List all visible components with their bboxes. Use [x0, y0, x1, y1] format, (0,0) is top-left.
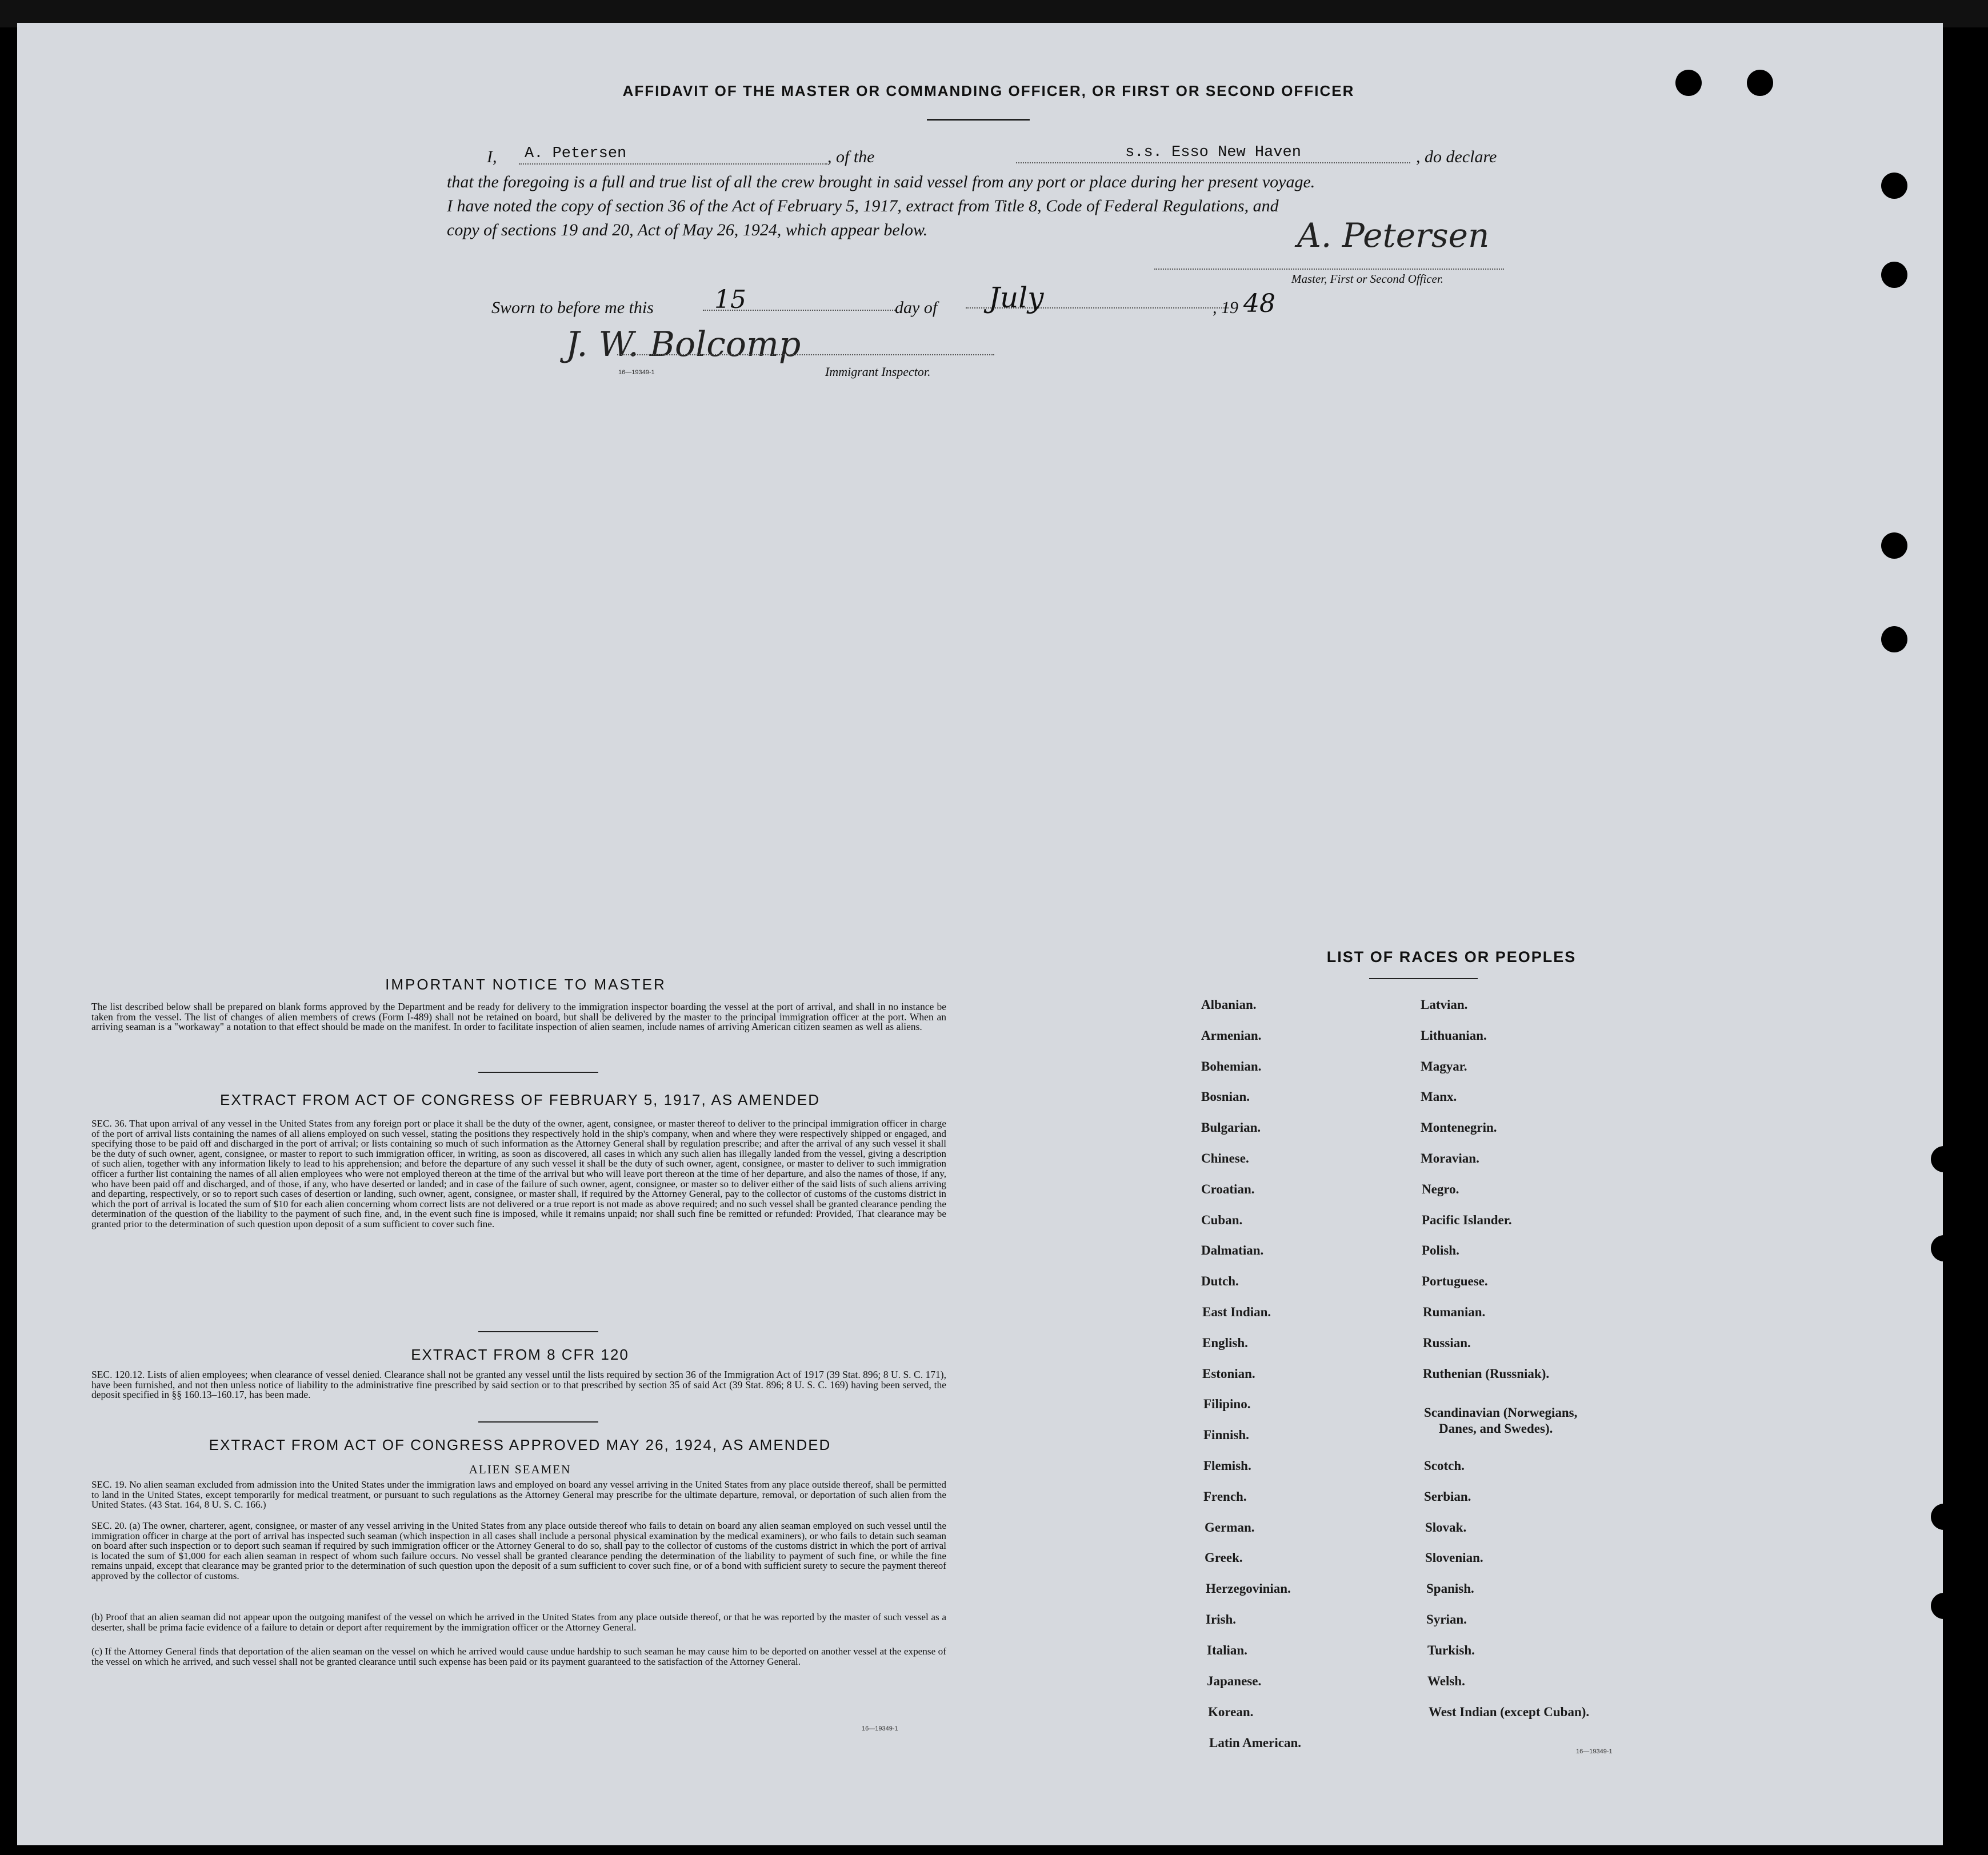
race-item: Slovenian.: [1425, 1550, 1483, 1565]
race-item: Latvian.: [1421, 997, 1468, 1012]
of-the-label: , of the: [827, 147, 875, 166]
notice-divider: [478, 1072, 598, 1073]
race-item: Bulgarian.: [1201, 1120, 1261, 1135]
notice-title: IMPORTANT NOTICE TO MASTER: [385, 976, 666, 993]
extract-1924-para-4: (c) If the Attorney General finds that deportation of the alien seaman on the vessel on which he arrived would cause undue hardship to such seaman he may cause him to be deported on another vessel at the expense of the vessel on which he arrived, and such vessel shall not be granted clearance until such expense has been paid or its payment guaranteed to the satisfaction of the Attorney General.: [91, 1646, 946, 1667]
race-item: Herzegovinian.: [1206, 1581, 1291, 1596]
sworn-month-field[interactable]: July: [966, 288, 1229, 309]
extract-1917-title: EXTRACT FROM ACT OF CONGRESS OF FEBRUARY 5, 1917, AS AMENDED: [220, 1091, 820, 1108]
declaration-line-1: [467, 144, 1530, 170]
affidavit-title: AFFIDAVIT OF THE MASTER OR COMMANDING OFFICER, OR FIRST OR SECOND OFFICER: [622, 82, 1355, 99]
race-item: Negro.: [1422, 1182, 1459, 1196]
race-item: English.: [1202, 1336, 1248, 1350]
i-label: I,: [487, 147, 497, 166]
race-item: Moravian.: [1421, 1151, 1479, 1165]
punch-hole: [1931, 1593, 1957, 1619]
races-form-number: 16—19349-1: [1576, 1748, 1613, 1755]
race-item: Magyar.: [1421, 1059, 1467, 1073]
extract-cfr-text: SEC. 120.12. Lists of alien employees; when clearance of vessel denied. Clearance shall not be granted any vessel until the lists required by section 36 of the Immigration Act of 1917 (39 Stat. 896; 8 U. S. C. 171), have been furnished, and not then unless notice of liability to the administrative fine prescribed by said section or to that prescribed by section 35 of said Act (39 Stat. 896; 8 U. S. C. 169) having been served, the deposit specified in §§ 160.13–160.17, has been made.: [91, 1369, 946, 1400]
race-item: Armenian.: [1201, 1028, 1262, 1043]
inspector-signature: J. W. Bolcomp: [566, 324, 801, 364]
punch-hole: [1881, 626, 1907, 652]
race-item: Welsh.: [1427, 1674, 1465, 1688]
notice-text: The list described below shall be prepared on blank forms approved by the Department and be ready for delivery to the immigration inspector boarding the vessel at the port of arrival, and shall in no instance be taken from the vessel. The list of changes of alien members of crews (Form I-489) shall not be retained on board, but shall be delivered by the master to the principal immigration officer at the port. When an arriving seaman is a "workaway" a notation to that effect should be made on the manifest. In order to facilitate inspection of alien seamen, include names of arriving American citizen seamen as well as aliens.: [91, 1001, 946, 1032]
year-prefix: , 19: [1213, 298, 1238, 317]
race-item: Russian.: [1423, 1336, 1471, 1350]
vessel-name-field[interactable]: s.s. Esso New Haven: [1016, 143, 1410, 163]
race-item: Chinese.: [1201, 1151, 1249, 1165]
race-item: Montenegrin.: [1421, 1120, 1497, 1135]
extract-cfr-divider: [478, 1421, 598, 1423]
race-item: Japanese.: [1207, 1674, 1262, 1688]
race-item: Dalmatian.: [1201, 1243, 1264, 1257]
extract-1924-title: EXTRACT FROM ACT OF CONGRESS APPROVED MAY 26, 1924, AS AMENDED: [209, 1436, 831, 1453]
race-item: Cuban.: [1201, 1213, 1243, 1227]
race-item: Lithuanian.: [1421, 1028, 1487, 1043]
master-caption: Master, First or Second Officer.: [1291, 272, 1443, 286]
inspector-signature-line: [617, 354, 994, 355]
race-item: Portuguese.: [1422, 1274, 1488, 1288]
race-item: Dutch.: [1201, 1274, 1239, 1288]
race-item: Turkish.: [1427, 1643, 1475, 1657]
race-item: Ruthenian (Russniak).: [1423, 1367, 1550, 1381]
race-item: Manx.: [1421, 1089, 1457, 1104]
do-declare-label: , do declare: [1416, 147, 1497, 166]
master-name-field[interactable]: A. Petersen: [519, 144, 827, 165]
race-item: Latin American.: [1209, 1736, 1301, 1750]
extract-1924-para-2: SEC. 20. (a) The owner, charterer, agent, consignee, or master of any vessel arriving in the United States from any place outside thereof who fails to detain on board any alien seaman employed on such vessel until the immigration officer in charge at the port of arrival has inspected such seaman (which inspection in all cases shall include a personal physical examination by the medical examiners), or who fails to detain such seaman on board after such inspection or to deport such seaman if required by such immigration officer or the Attorney General to do so, shall pay to the collector of customs of the customs district in which the port of arrival is located the sum of $1,000 for each alien seaman in respect of whom such failure occurs. No vessel shall be granted clearance pending the determination of the liability to payment of such fine, or while the fine remains unpaid, except that clearance may be granted prior to the determination of such question upon the deposit of a sum sufficient to cover such fine, or of a bond with sufficient surety to secure the payment thereof approved by the collector of customs.: [91, 1520, 946, 1581]
sworn-day-field[interactable]: 15: [703, 290, 897, 311]
race-item: Irish.: [1206, 1612, 1237, 1626]
race-item: Bosnian.: [1201, 1089, 1250, 1104]
race-item: Scandinavian (Norwegians,: [1424, 1405, 1578, 1420]
sworn-label: Sworn to before me this: [491, 298, 654, 317]
punch-hole: [1931, 1146, 1957, 1172]
affidavit-form-number: 16—19349-1: [618, 369, 655, 376]
punch-hole: [1881, 532, 1907, 559]
race-item: German.: [1205, 1520, 1255, 1535]
punch-hole: [1881, 262, 1907, 288]
race-item: Danes, and Swedes).: [1439, 1421, 1553, 1436]
punch-hole: [1881, 173, 1907, 199]
race-item: Pacific Islander.: [1422, 1213, 1512, 1227]
race-item: Spanish.: [1426, 1581, 1474, 1596]
extract-1917-text: SEC. 36. That upon arrival of any vessel in the United States from any foreign port or place it shall be the duty of the owner, agent, consignee, or master thereof to deliver to the principal immigration officer in charge of the port of arrival lists containing the names of all aliens employed on such vessel, stating the positions they respectively hold in the ship's company, when and where they were respectively shipped or engaged, and specifying those to be paid off and discharged in the port of arrival; or lists containing so much of such information as the Attorney General shall by regulation prescribe; and after the arrival of any such vessel it shall be the duty of such owner, agent, consignee, or master to report to such immigration officer, in writing, as soon as discovered, all cases in which any such alien has illegally landed from the vessel, giving a description of such alien, together with any information likely to lead to his apprehension; and before the departure of any such vessel it shall be the duty of such owner, agent, consignee, or master to deliver to such immigration officer a further list containing the names of all alien employees who were not employed thereon at the time of the arrival but who will leave port thereon at the time of her departure, and also the names of those, if any, who have been paid off and discharged, and of those, if any, who have deserted or landed; and in case of the failure of such owner, agent, consignee, or master so to deliver either of the said lists of such aliens arriving and departing, respectively, or so to report such cases of desertion or landing, such owner, agent, consignee, or master shall, if required by the Attorney General, pay to the collector of customs of the customs district in which the port of arrival is located the sum of $10 for each alien concerning whom correct lists are not delivered or a true report is not made as above required; and no such vessel shall be granted clearance pending the determination of the question of the liability to the payment of such fine, and, in the event such fine is imposed, while it remains unpaid; nor shall such fine be remitted or refunded: Provided, That clearance may be granted prior to the determination of such question upon deposit of a sum sufficient to cover such fine.: [91, 1118, 946, 1229]
race-item: Filipino.: [1203, 1397, 1251, 1411]
title-divider: [927, 119, 1030, 121]
punch-hole: [1747, 70, 1773, 96]
race-item: Rumanian.: [1423, 1305, 1486, 1319]
race-item: Serbian.: [1424, 1489, 1471, 1504]
declaration-line-4: copy of sections 19 and 20, Act of May 26, 1924, which appear below.: [447, 221, 928, 239]
year-suffix[interactable]: 48: [1243, 289, 1275, 318]
extract-1917-divider: [478, 1331, 598, 1332]
extract-cfr-title: EXTRACT FROM 8 CFR 120: [411, 1346, 629, 1363]
race-item: Croatian.: [1201, 1182, 1255, 1196]
race-item: Finnish.: [1203, 1428, 1249, 1442]
race-item: Slovak.: [1425, 1520, 1467, 1535]
races-divider: [1369, 978, 1478, 979]
declaration-line-3: I have noted the copy of section 36 of the Act of February 5, 1917, extract from Title 8, Code of Federal Regulations, and: [447, 197, 1279, 215]
race-item: West Indian (except Cuban).: [1429, 1705, 1590, 1719]
race-item: Scotch.: [1424, 1459, 1465, 1473]
inspector-caption: Immigrant Inspector.: [825, 364, 931, 379]
extract-1924-para-3: (b) Proof that an alien seaman did not appear upon the outgoing manifest of the vessel on which he arrived in the United States from any place outside thereof, or that he was reported by the master of such vessel as a deserter, shall be prima facie evidence of a failure to detain or deport after requirement by the immigration officer or the Attorney General.: [91, 1612, 946, 1633]
master-signature-line: [1154, 269, 1504, 270]
document-page: [17, 23, 1943, 1845]
race-item: East Indian.: [1202, 1305, 1271, 1319]
extract-1924-subtitle: ALIEN SEAMEN: [469, 1463, 571, 1476]
master-signature: A. Petersen: [1297, 216, 1490, 255]
race-item: Greek.: [1205, 1550, 1243, 1565]
declaration-line-2: that the foregoing is a full and true list of all the crew brought in said vessel from any port or place during her present voyage.: [447, 173, 1315, 191]
race-item: Estonian.: [1202, 1367, 1255, 1381]
race-item: Syrian.: [1426, 1612, 1467, 1626]
race-item: Polish.: [1422, 1243, 1459, 1257]
extract-form-number: 16—19349-1: [862, 1725, 898, 1732]
race-item: French.: [1203, 1489, 1247, 1504]
punch-hole: [1931, 1235, 1957, 1261]
race-item: Albanian.: [1201, 997, 1257, 1012]
race-item: Italian.: [1207, 1643, 1247, 1657]
race-item: Flemish.: [1203, 1459, 1251, 1473]
race-item: Bohemian.: [1201, 1059, 1262, 1073]
race-item: Korean.: [1208, 1705, 1254, 1719]
extract-1924-para-1: SEC. 19. No alien seaman excluded from admission into the United States under the immigration laws and employed on board any vessel arriving in the United States from any place outside thereof, shall be permitted to land in the United States, except temporarily for medical treatment, or pursuant to such regulations as the Attorney General may prescribe for the ultimate departure, removal, or deportation of such alien from the United States. (43 Stat. 164, 8 U. S. C. 166.): [91, 1479, 946, 1511]
punch-hole: [1931, 1504, 1957, 1530]
day-of-label: day of: [895, 298, 938, 317]
races-title: LIST OF RACES OR PEOPLES: [1326, 948, 1577, 965]
punch-hole: [1675, 70, 1702, 96]
